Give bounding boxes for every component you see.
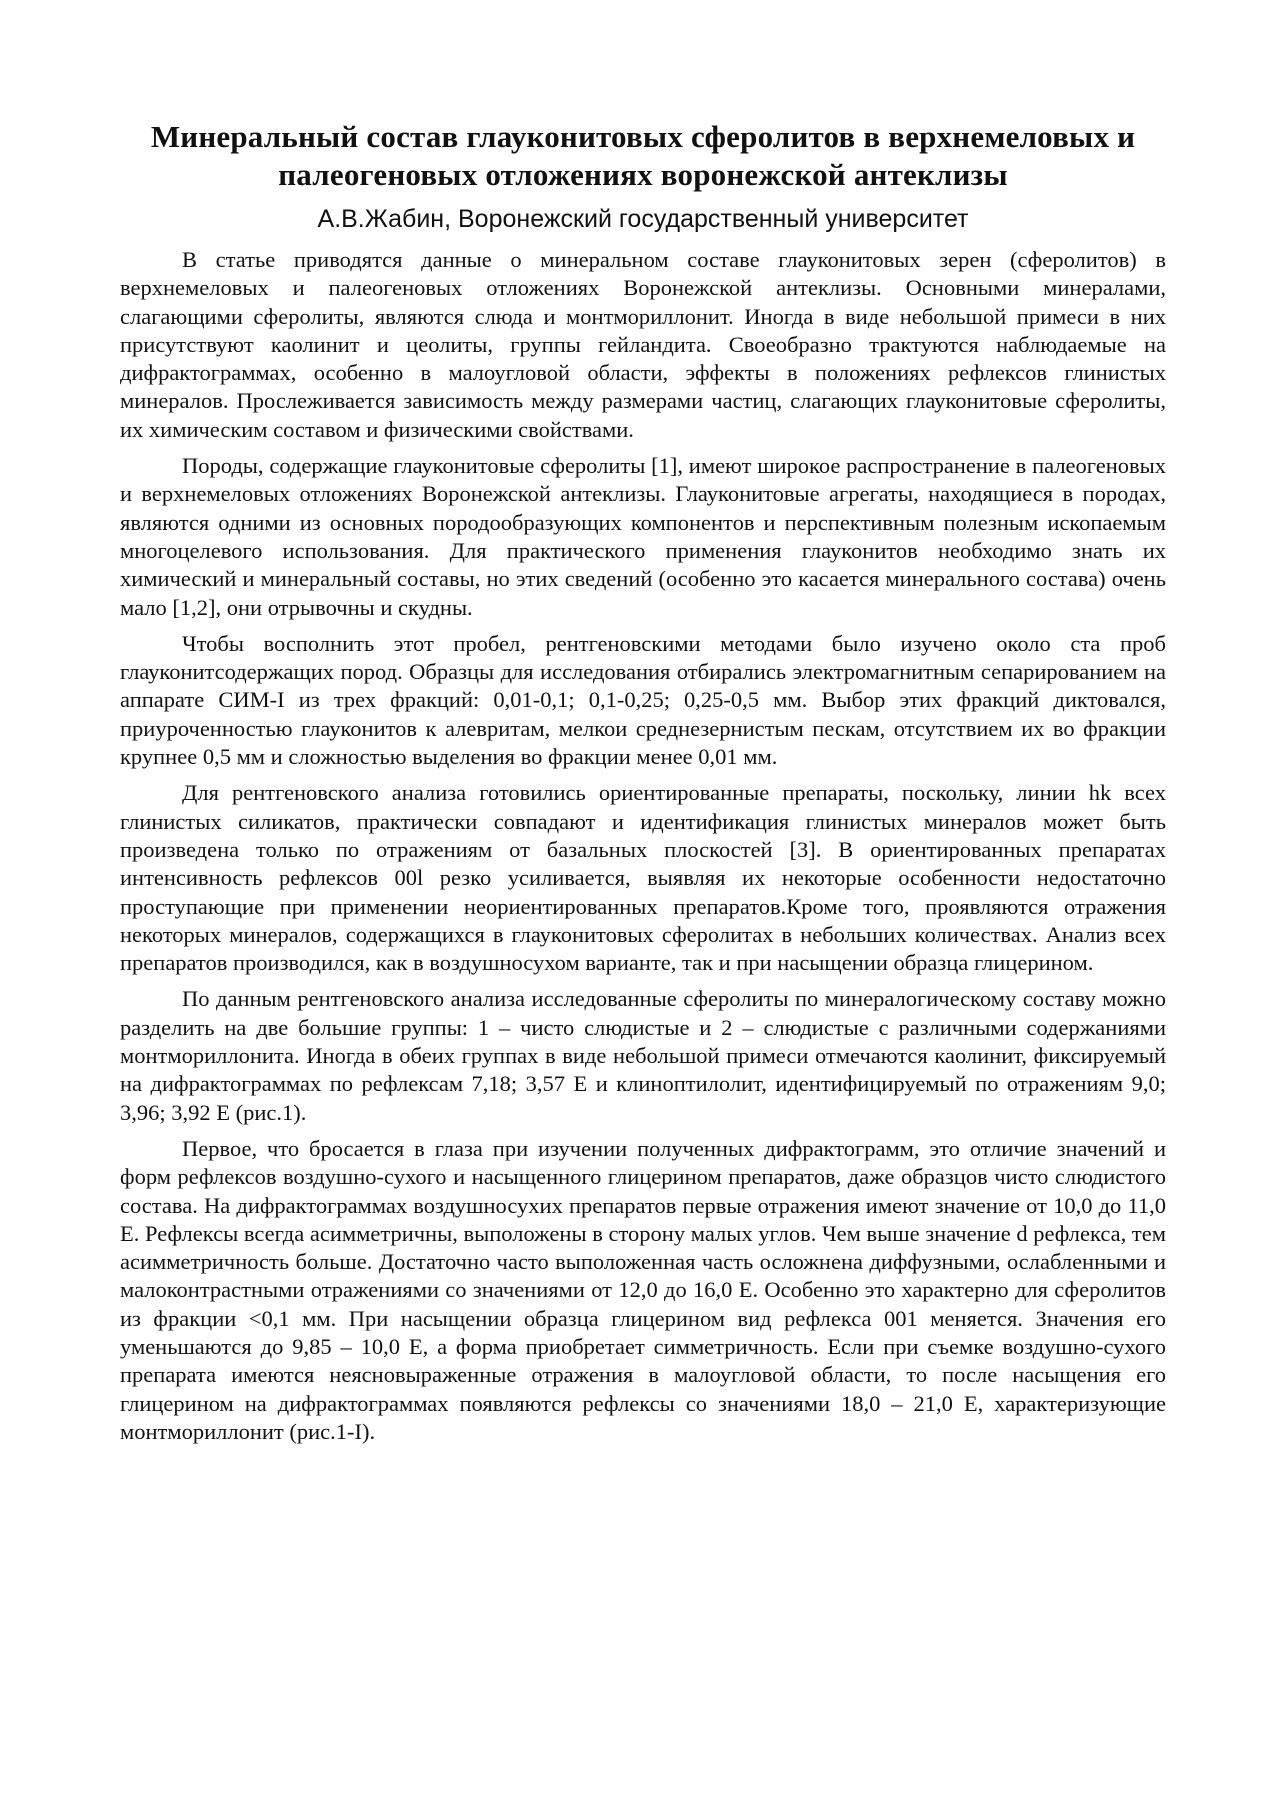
article-title: Минеральный состав глауконитовых сферолитов в верхнемеловых и палеогеновых отложениях воронежской антеклизы [150, 119, 1136, 192]
paragraph-preparation: Для рентгеновского анализа готовились ориентированные препараты, поскольку, линии hk всех глинистых силикатов, практически совпадают и идентификация глинистых минералов может быть произведена только по отражениям от базальных плоскостей [3]. В ориентированных препаратах интенсивность рефлексов 00l резко усиливается, выявляя их некоторые особенности недостаточно проступающие при применении неориентированных препаратов.Кроме того, проявляются отражения некоторых минералов, содержащихся в глауконитовых сферолитах в небольших количествах. Анализ всех препаратов производился, как в воздушносухом варианте, так и при насыщении образца глицерином. [120, 780, 1166, 976]
paragraph-introduction: Породы, содержащие глауконитовые сферолиты [1], имеют широкое распространение в палеогеновых и верхнемеловых отложениях Воронежской антеклизы. Глауконитовые агрегаты, находящиеся в породах, являются одними из основных породообразующих компонентов и перспективным полезным ископаемым многоцелевого использования. Для практического применения глауконитов необходимо знать их химический и минеральный составы, но этих сведений (особенно это касается минерального состава) очень мало [1,2], они отрывочны и скудны. [120, 453, 1166, 620]
paragraph-groups: По данным рентгеновского анализа исследованные сферолиты по минералогическому составу можно разделить на две большие группы: 1 – чисто слюдистые и 2 – слюдистые с различными содержаниями монтмориллонита. Иногда в обеих группах в виде небольшой примеси отмечаются каолинит, фиксируемый на дифрактограммах по рефлексам 7,18; 3,57 E и клиноптилолит, идентифицируемый по отражениям 9,0; 3,96; 3,92 E (рис.1). [120, 986, 1166, 1125]
paragraph-methods: Чтобы восполнить этот пробел, рентгеновскими методами было изучено около ста проб глауконитсодержащих пород. Образцы для исследования отбирались электромагнитным сепарированием на аппарате СИМ-I из трех фракций: 0,01-0,1; 0,1-0,25; 0,25-0,5 мм. Выбор этих фракций диктовался, приуроченностью глауконитов к алевритам, мелкои среднезернистым пескам, отсутствием их во фракции крупнее 0,5 мм и сложностью выделения во фракции менее 0,01 мм. [120, 630, 1166, 770]
paragraph-diffractograms: Первое, что бросается в глаза при изучении полученных дифрактограмм, это отличие значений и форм рефлексов воздушно-сухого и насыщенного глицерином препаратов, даже образцов чисто слюдистого состава. На дифрактограммах воздушносухих препаратов первые отражения имеют значение от 10,0 до 11,0 E. Рефлексы всегда асимметричны, выположены в сторону малых углов. Чем выше значение d рефлекса, тем асимметричность больше. Достаточно часто выположенная часть осложнена диффузными, ослабленными и малоконтрастными отражениями со значениями от 12,0 до 16,0 E. Особенно это характерно для сферолитов из фракции <0,1 мм. При насыщении образца глицерином вид рефлекса 001 меняется. Значения его уменьшаются до 9,85 – 10,0 E, а форма приобретает симметричность. Если при съемке воздушно-сухого препарата имеются неясновыраженные отражения в малоугловой области, то после насыщения его глицерином на дифрактограммах появляются рефлексы со значениями 18,0 – 21,0 E, характеризующие монтмориллонит (рис.1-I). [120, 1135, 1166, 1444]
author-line: А.В.Жабин, Воронежский государственный университет [317, 205, 969, 233]
article [120, 118, 1166, 1454]
paragraph-abstract: В статье приводятся данные о минеральном составе глауконитовых зерен (сферолитов) в верхнемеловых и палеогеновых отложениях Воронежской антеклизы. Основными минералами, слагающими сферолиты, являются слюда и монтмориллонит. Иногда в виде небольшой примеси в них присутствуют каолинит и цеолиты, группы гейландита. Своеобразно трактуются наблюдаемые на дифрактограммах, особенно в малоугловой области, эффекты в положениях рефлексов глинистых минералов. Прослеживается зависимость между размерами частиц, слагающих глауконитовые сферолиты, их химическим составом и физическими свойствами. [120, 247, 1166, 442]
